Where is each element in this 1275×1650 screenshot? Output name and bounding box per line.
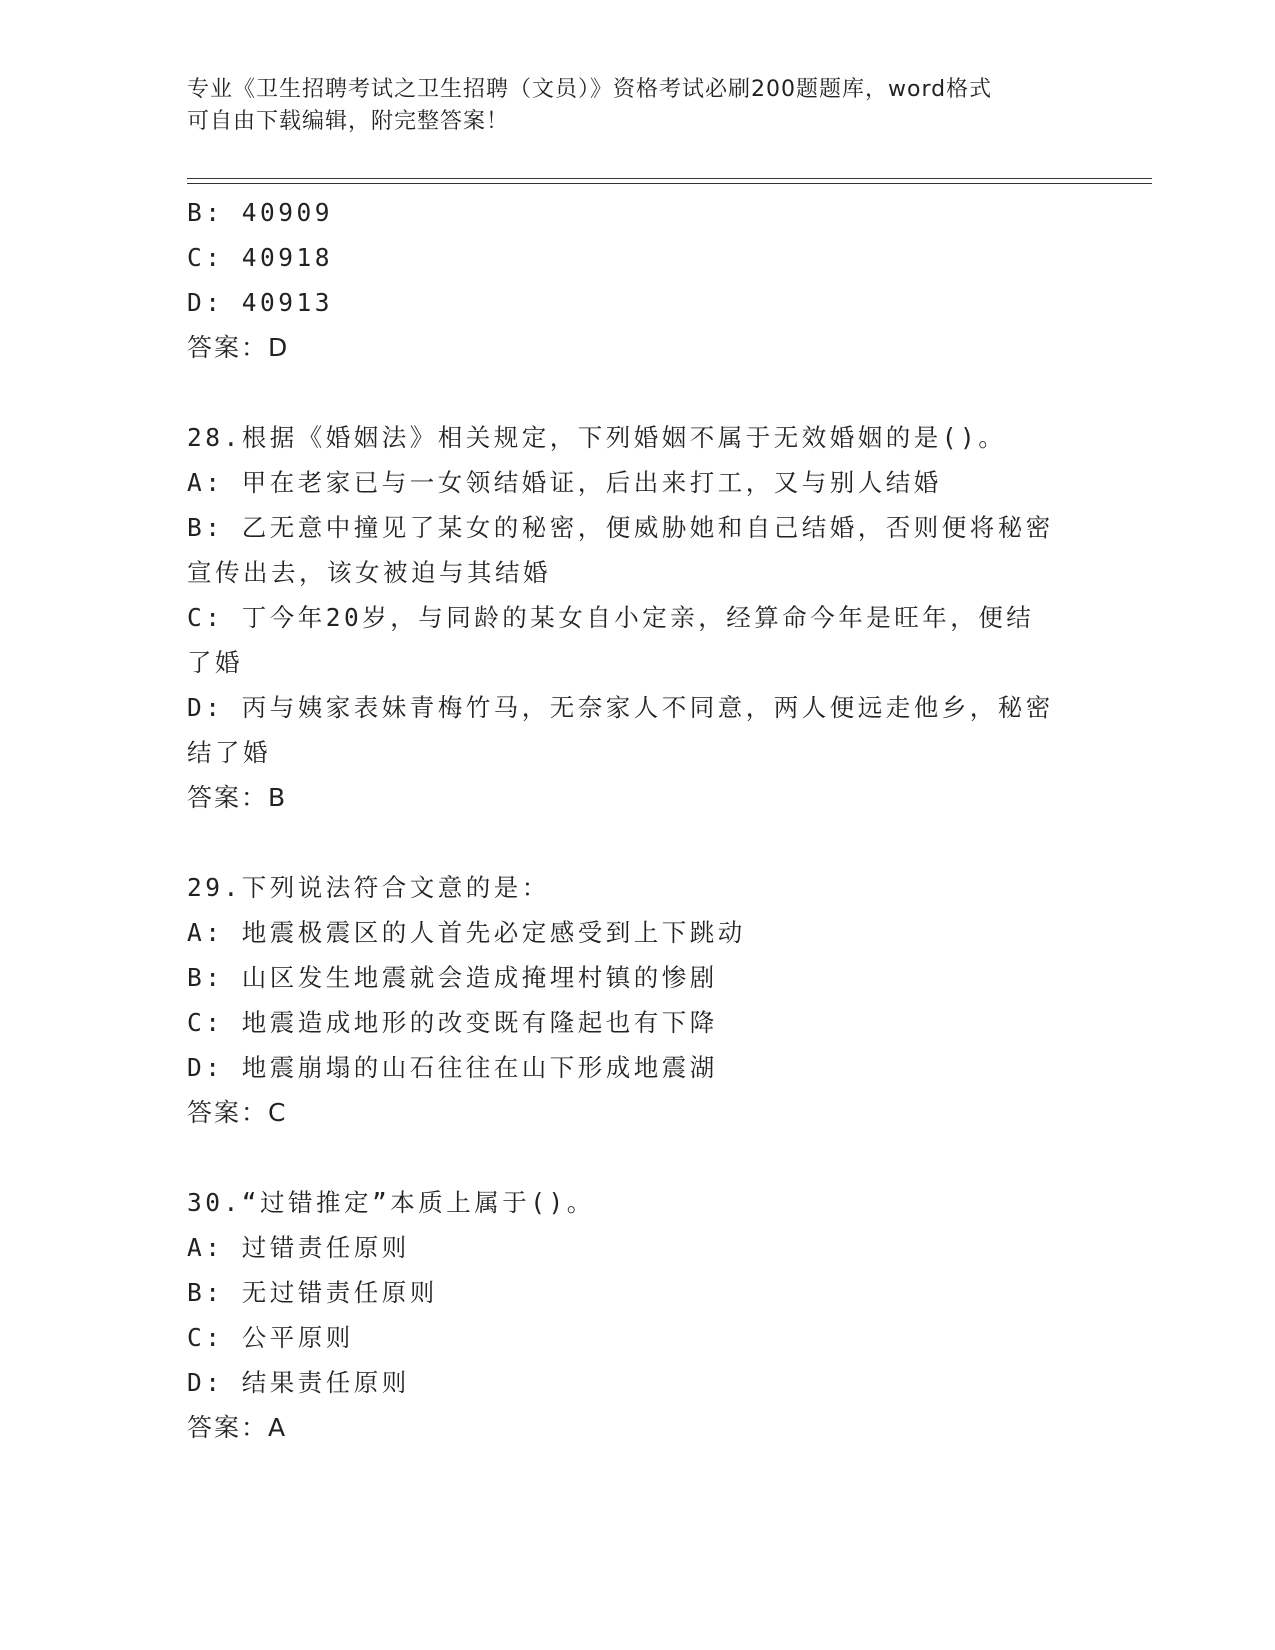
header-divider-top <box>187 178 1152 179</box>
option-c: C: 地震造成地形的改变既有隆起也有下降 <box>187 1008 718 1037</box>
option-d: D: 40913 <box>187 288 334 317</box>
option-c: C: 公平原则 <box>187 1323 354 1352</box>
option-b: B: 40909 <box>187 198 334 227</box>
question-28-block <box>187 415 1087 820</box>
option-b-continued: 宣传出去，该女被迫与其结婚 <box>187 558 551 587</box>
question-29-block <box>187 865 1087 1135</box>
question-30-block <box>187 1180 1087 1450</box>
answer-line: 答案：B <box>187 783 288 812</box>
header-line-1: 专业《卫生招聘考试之卫生招聘（文员）》资格考试必刷200题题库，word格式 <box>187 77 993 102</box>
header-line-2: 可自由下载编辑，附完整答案！ <box>187 109 510 134</box>
question-29-text: 29.下列说法符合文意的是： <box>187 873 550 902</box>
option-a: A: 甲在老家已与一女领结婚证，后出来打工，又与别人结婚 <box>187 468 942 497</box>
option-d-continued: 结了婚 <box>187 738 271 767</box>
option-c: C: 40918 <box>187 243 334 272</box>
option-c: C: 丁今年20岁，与同龄的某女自小定亲，经算命今年是旺年，便结 <box>187 603 1035 632</box>
option-b: B: 无过错责任原则 <box>187 1278 438 1307</box>
spacer <box>187 370 1087 415</box>
page-header <box>187 74 1067 138</box>
question-30-text: 30.“过错推定”本质上属于()。 <box>187 1188 595 1217</box>
option-d: D: 丙与姨家表妹青梅竹马，无奈家人不同意，两人便远走他乡，秘密 <box>187 693 1054 722</box>
option-b: B: 山区发生地震就会造成掩埋村镇的惨剧 <box>187 963 718 992</box>
spacer <box>187 820 1087 865</box>
question-28-text: 28.根据《婚姻法》相关规定，下列婚姻不属于无效婚姻的是()。 <box>187 423 1007 452</box>
option-a: A: 过错责任原则 <box>187 1233 410 1262</box>
answer-line: 答案：D <box>187 333 290 362</box>
option-d: D: 结果责任原则 <box>187 1368 410 1397</box>
option-c-continued: 了婚 <box>187 648 243 677</box>
option-b: B: 乙无意中撞见了某女的秘密，便威胁她和自己结婚，否则便将秘密 <box>187 513 1054 542</box>
answer-line: 答案：C <box>187 1098 288 1127</box>
prev-question-block <box>187 190 1087 370</box>
question-content <box>187 190 1087 1450</box>
answer-line: 答案：A <box>187 1413 288 1442</box>
option-a: A: 地震极震区的人首先必定感受到上下跳动 <box>187 918 746 947</box>
spacer <box>187 1135 1087 1180</box>
option-d: D: 地震崩塌的山石往往在山下形成地震湖 <box>187 1053 718 1082</box>
header-divider-bottom <box>187 183 1152 184</box>
